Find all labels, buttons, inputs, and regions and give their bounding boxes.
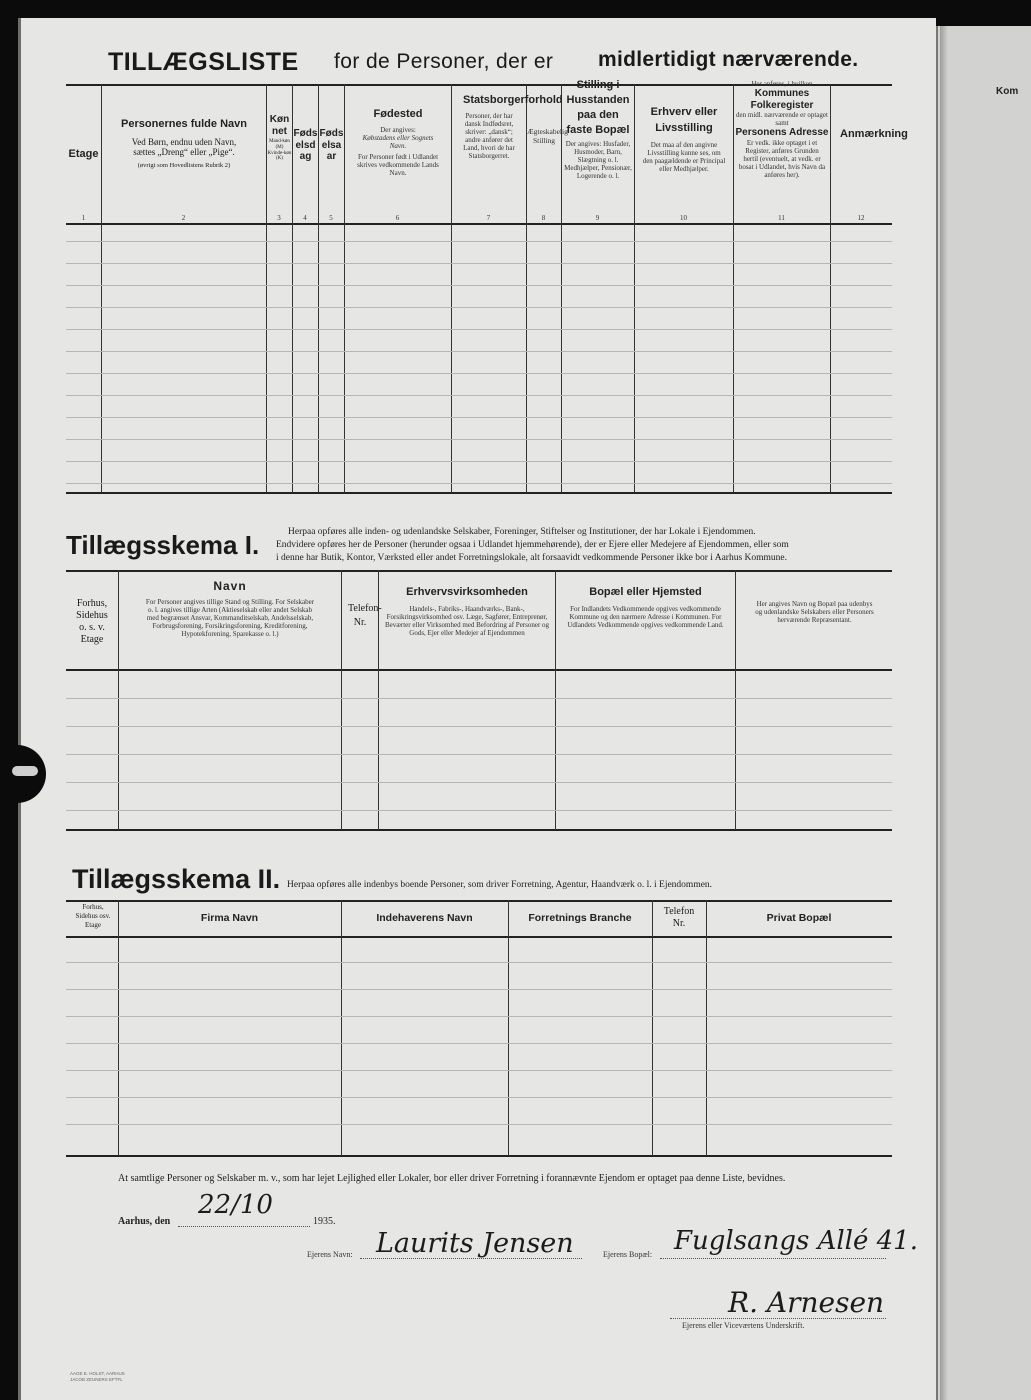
header-name-sub2: sættes „Dreng“ eller „Pige“.: [133, 146, 235, 157]
col-number: 10: [680, 214, 687, 222]
header-name-sub3: (øvrigt som Hovedlistens Rubrik 2): [137, 162, 231, 170]
header-registry-sub3: Er vedk. ikke optaget i et Register, anføres Grunden hertil (eventuelt, at vedk. er bosat i Udlandet, hvis Navn da anføres her).: [738, 138, 826, 179]
col-number: 5: [329, 214, 333, 222]
ruled-line: [66, 1124, 892, 1125]
col-number: 6: [395, 214, 400, 222]
header-occupation-title: Erhverv eller Livsstilling: [650, 106, 718, 134]
owner-name-label: Ejerens Navn:: [307, 1250, 353, 1259]
ruled-line: [66, 726, 892, 727]
header-citizenship-sub: Personer, der har dansk Indfødsret, skriver: „dansk“; andre anfører det Land, hvori de har Statsborgerret.: [463, 112, 515, 161]
schema1-header-etage: Forhus, Sidehus o. s. v. Etage: [76, 598, 108, 645]
schema2-header-address: Privat Bopæl: [766, 912, 832, 924]
ruled-line: [66, 1097, 892, 1098]
col-divider: [101, 84, 102, 493]
header-birthplace: [346, 108, 450, 177]
header-name: [103, 118, 265, 170]
header-registry-sub1: Her anføres, i hvilken: [751, 80, 813, 88]
schema1-para-line3: i denne har Butik, Kontor, Værksted eller andet Forretningslokale, alt forsaavidt vedkommende Personer ikke bor i Aarhus Kommune.: [276, 553, 788, 563]
ruled-line: [66, 782, 892, 783]
counter-signature: R. Arnesen: [728, 1286, 885, 1319]
list-title: TILLÆGSLISTE: [108, 48, 299, 76]
page-shadow: [940, 26, 948, 1400]
header-remarks: Anmærkning: [840, 128, 908, 140]
col-divider: [118, 570, 119, 830]
col-divider: [652, 900, 653, 1156]
schema1-name-title: Navn: [213, 579, 247, 593]
ruled-line: [66, 329, 892, 330]
form-page: [18, 18, 936, 1400]
header-registry-title1: Kommunes Folkeregister: [750, 88, 814, 111]
col-divider: [508, 900, 509, 1156]
schema2-bottom-border: [66, 1155, 892, 1157]
header-birthplace-sub1: Der angives:: [380, 125, 416, 134]
schema1-bottom-border: [66, 829, 892, 831]
col-number: 11: [778, 214, 785, 222]
list-title-bold: midlertidigt nærværende.: [598, 48, 859, 71]
header-marital: Ægteskabelig Stilling: [527, 127, 568, 145]
header-name-title: Personernes fulde Navn: [121, 118, 247, 130]
year-label: 1935.: [313, 1216, 336, 1227]
col-divider: [451, 84, 452, 493]
owner-address-line: [660, 1258, 886, 1259]
col-divider: [735, 570, 736, 830]
schema2-header-phone: Telefon Nr.: [663, 906, 695, 929]
col-number: 12: [857, 214, 865, 222]
header-gender-sub: Mand-køn (M) Kvinde-køn (K): [267, 139, 292, 162]
ruled-line: [66, 810, 892, 811]
header-registry: [735, 80, 829, 179]
next-page-label: Kom: [996, 86, 1019, 97]
schema1-title: Tillægsskema I.: [66, 530, 260, 560]
printer-imprint: [70, 1371, 125, 1383]
header-etage: Etage: [68, 148, 99, 160]
schema1-name-sub: For Personer angives tillige Stand og Stilling. For Selskaber o. l. angives tillige Arten (Aktieselskab eller andet Selskab med begrænset Ansvar, Kommanditselskab, Andelsselskab, Forbrugsforening, Forsikringsforening, Kreditforening, Hypotekforening, Sparekasse o. l.): [145, 597, 315, 638]
ruled-line: [66, 439, 892, 440]
ruled-line: [66, 483, 892, 484]
col-divider: [830, 84, 831, 493]
ruled-line: [66, 989, 892, 990]
schema1-header-residence: [557, 586, 734, 629]
col-divider: [555, 570, 556, 830]
col-divider: [341, 900, 342, 1156]
ruled-line: [66, 307, 892, 308]
ruled-line: [66, 285, 892, 286]
ruled-line: [66, 241, 892, 242]
header-bottom-border: [66, 223, 892, 225]
schema2-header-etage: Forhus, Sidehus osv. Etage: [75, 903, 111, 929]
binder-tab-highlight: [12, 766, 38, 776]
ruled-line: [66, 417, 892, 418]
ruled-line: [66, 461, 892, 462]
schema1-para-line1: Herpaa opføres alle inden- og udenlandske Selskaber, Foreninger, Stiftelser og Institutioner, der har Lokale i Ejendommen.: [288, 527, 756, 537]
col-number: 2: [181, 214, 186, 222]
ruled-line: [66, 1070, 892, 1071]
date-line: [178, 1226, 310, 1227]
printer-line: AAGE E. HOLST, AARHUS: [70, 1371, 125, 1376]
col-number: 3: [277, 214, 281, 222]
header-citizenship-title: Statsborgerforhold: [463, 94, 563, 106]
printer-line: JACOB ZEUNERS EFTFL: [70, 1377, 123, 1382]
col-divider: [733, 84, 734, 493]
header-birthday: Fødselsdag: [293, 128, 318, 162]
ruled-line: [66, 263, 892, 264]
schema1-header-name: [120, 580, 340, 638]
header-gender-title: Kønnet: [269, 114, 290, 137]
attestation-text: At samtlige Personer og Selskaber m. v., som har lejet Lejlighed eller Lokaler, bor eller driver Forretning i forannævnte Ejendom er optaget paa denne Liste, bevidnes.: [118, 1173, 786, 1184]
ruled-line: [66, 1043, 892, 1044]
schema1-business-sub: Handels-, Fabriks-, Haandværks-, Bank-, Forsikringsvirksomhed osv. Læge, Sagfører, Entreprenør, Beværter eller Virksomhed med Befordring af Personer og Gods, Ejer eller Medejer af Ejendommen: [384, 604, 550, 637]
col-number: 1: [81, 214, 86, 222]
table-bottom-border: [66, 492, 892, 494]
ruled-line: [66, 698, 892, 699]
col-number: 8: [541, 214, 546, 222]
col-divider: [344, 84, 345, 493]
header-occupation-sub: Det maa af den angivne Livsstilling kunne ses, om den paagældende er Principal eller Medhjælper.: [642, 141, 726, 174]
place-label: Aarhus, den: [118, 1216, 171, 1227]
header-birthplace-sub2: Købstadens eller Sognets Navn.: [362, 133, 434, 150]
list-title-rest: for de Personer, der er: [334, 50, 554, 73]
schema2-header-firm: Firma Navn: [200, 912, 259, 924]
schema1-residence-title: Bopæl eller Hjemsted: [589, 586, 702, 598]
schema2-top-border: [66, 900, 892, 902]
header-gender: [267, 114, 292, 162]
schema1-header-business: [380, 586, 554, 637]
schema2-header-bottom: [66, 936, 892, 938]
col-divider: [526, 84, 527, 493]
schema2-header-owner: Indehaverens Navn: [376, 912, 473, 924]
schema2-para: Herpaa opføres alle indenbys boende Personer, som driver Forretning, Agentur, Haandværk o. l. i Ejendommen.: [287, 880, 713, 890]
schema1-business-title: Erhvervsvirksomheden: [406, 586, 528, 598]
header-name-sub1: Ved Børn, endnu uden Navn,: [131, 136, 237, 147]
ruled-line: [66, 754, 892, 755]
col-number: 7: [486, 214, 491, 222]
header-household-title: Stilling i Husstanden paa den faste Bopæl: [566, 79, 630, 136]
schema2-title: Tillægsskema II.: [72, 864, 281, 894]
header-birthplace-sub3: For Personer født i Udlandet skrives vedkommende Lands Navn.: [357, 152, 439, 177]
header-household: [563, 78, 633, 180]
col-divider: [561, 84, 562, 493]
ruled-line: [66, 373, 892, 374]
schema1-para-line2: Endvidere opføres her de Personer (herunder ogsaa i Udlandet hjemmehørende), der er Ejere eller Medejere af Ejendommen, eller som: [276, 540, 789, 550]
schema1-header-phone: Telefon-Nr.: [348, 603, 382, 628]
header-birthyear: Fødselsaar: [319, 128, 344, 162]
col-divider: [634, 84, 635, 493]
col-divider: [118, 900, 119, 1156]
header-birthplace-title: Fødested: [373, 108, 423, 120]
schema1-header-bottom: [66, 669, 892, 671]
counter-signature-label: Ejerens eller Viceværtens Underskrift.: [682, 1321, 805, 1330]
owner-address-signature: Fuglsangs Allé 41.: [674, 1226, 918, 1256]
ruled-line: [66, 395, 892, 396]
owner-address-label: Ejerens Bopæl:: [603, 1250, 653, 1259]
ruled-line: [66, 962, 892, 963]
header-registry-title2: Personens Adresse: [735, 127, 829, 139]
handwritten-date: 22/10: [198, 1190, 273, 1220]
header-registry-sub2: den midl. nærværende er optaget samt: [736, 111, 828, 128]
col-divider: [706, 900, 707, 1156]
schema2-header-branch: Forretnings Branche: [528, 912, 632, 924]
ruled-line: [66, 1016, 892, 1017]
schema1-top-border: [66, 570, 892, 572]
header-occupation: [636, 104, 732, 173]
col-number: 9: [595, 214, 600, 222]
header-household-sub: Der angives: Husfader, Husmoder, Barn, Slægtning o. l. Medhjælper, Pensionær, Logerende o. l.: [564, 140, 632, 181]
schema1-header-representative: Her angives Navn og Bopæl paa udenbys og udenlandske Selskabers eller Personers herværende Repræsentant.: [755, 600, 874, 625]
counter-signature-line: [670, 1318, 886, 1319]
schema1-residence-sub: For Indlandets Vedkommende opgives vedkommende Kommune og den nærmere Adresse i Kommunen. For Udlandets Vedkommende opgives vedkommende Land.: [567, 604, 724, 629]
owner-name-signature: Laurits Jensen: [376, 1228, 574, 1259]
col-number: 4: [303, 214, 307, 222]
next-page-edge: [936, 26, 1031, 1400]
ruled-line: [66, 351, 892, 352]
